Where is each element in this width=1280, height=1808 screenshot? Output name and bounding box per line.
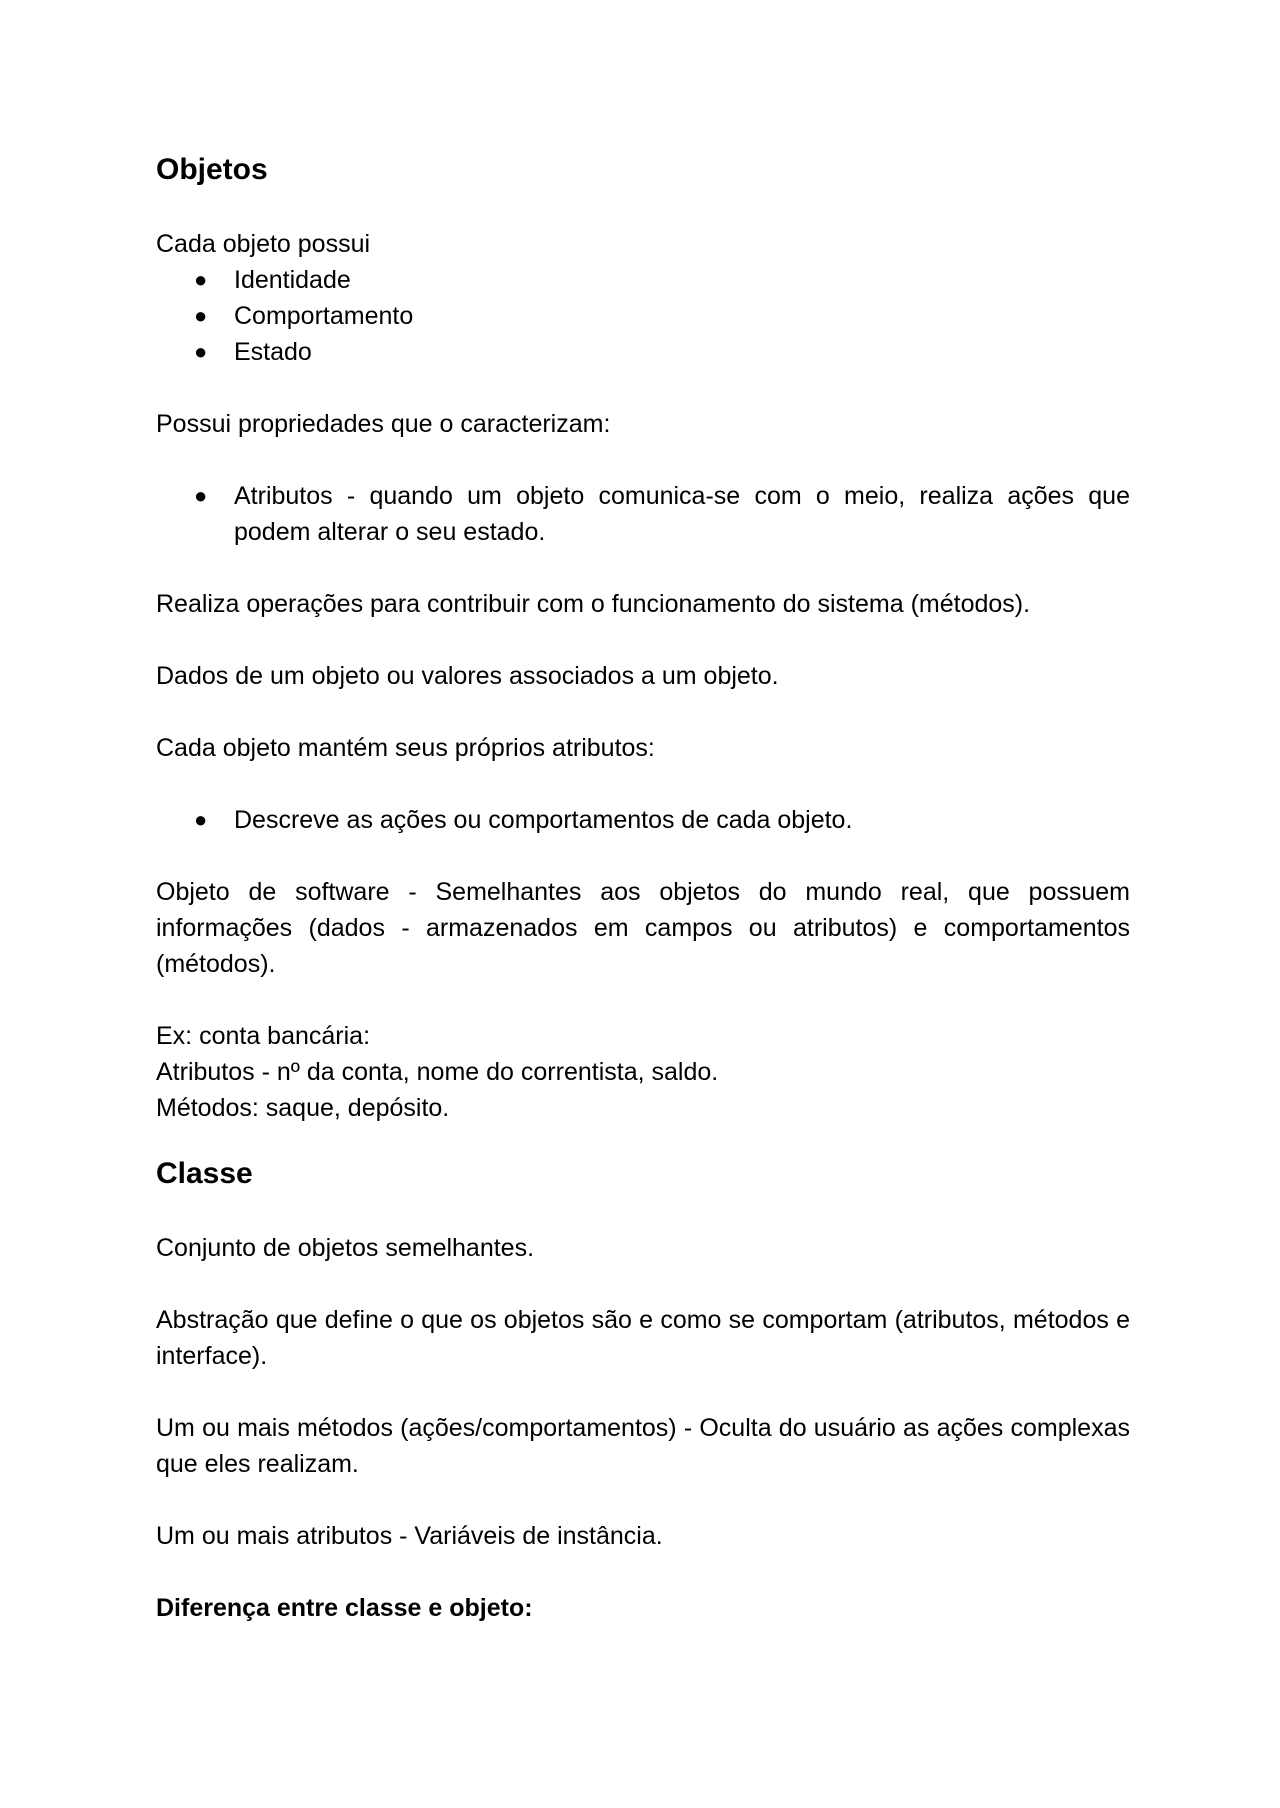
operations-line: Realiza operações para contribuir com o funcionamento do sistema (métodos). [156, 590, 1031, 618]
list-item: ● Estado [156, 334, 1130, 370]
software-object-paragraph: Objeto de software - Semelhantes aos objetos do mundo real, que possuem informações (dados - armazenados em campos ou atributos) e comportamentos (métodos). [156, 878, 1130, 978]
bullet-icon: ● [194, 303, 208, 328]
properties-bullet-list [156, 478, 1130, 550]
document-page [156, 150, 1130, 1626]
properties-line: Possui propriedades que o caracterizam: [156, 410, 611, 438]
classe-line-3: Um ou mais métodos (ações/comportamentos) - Oculta do usuário as ações complexas que eles realizam. [156, 1414, 1130, 1478]
classe-line-2: Abstração que define o que os objetos são e como se comportam (atributos, métodos e interface). [156, 1306, 1130, 1370]
example-line-2: Atributos - nº da conta, nome do correntista, saldo. [156, 1058, 719, 1086]
classe-line-4: Um ou mais atributos - Variáveis de instância. [156, 1522, 663, 1550]
bullet-icon: ● [194, 483, 208, 508]
example-line-3: Métodos: saque, depósito. [156, 1094, 450, 1122]
bullet-icon: ● [194, 267, 208, 292]
bullet-icon: ● [194, 339, 208, 364]
attributes-line: Cada objeto mantém seus próprios atributos: [156, 734, 655, 762]
bullet-icon: ● [194, 807, 208, 832]
example-line-1: Ex: conta bancária: [156, 1022, 371, 1050]
list-item: ● Descreve as ações ou comportamentos de cada objeto. [156, 802, 1130, 838]
list-item: ● Comportamento [156, 298, 1130, 334]
list-item: ● Identidade [156, 262, 1130, 298]
list-item: ● Atributos - quando um objeto comunica-se com o meio, realiza ações que podem alterar o seu estado. [156, 478, 1130, 550]
subheading-difference: Diferença entre classe e objeto: [156, 1594, 533, 1622]
heading-objetos: Objetos [156, 153, 268, 186]
classe-line-1: Conjunto de objetos semelhantes. [156, 1234, 535, 1262]
attributes-bullet-list [156, 802, 1130, 838]
heading-classe: Classe [156, 1157, 253, 1190]
intro-line: Cada objeto possui [156, 230, 371, 258]
data-line: Dados de um objeto ou valores associados a um objeto. [156, 662, 779, 690]
intro-bullet-list [156, 262, 1130, 370]
